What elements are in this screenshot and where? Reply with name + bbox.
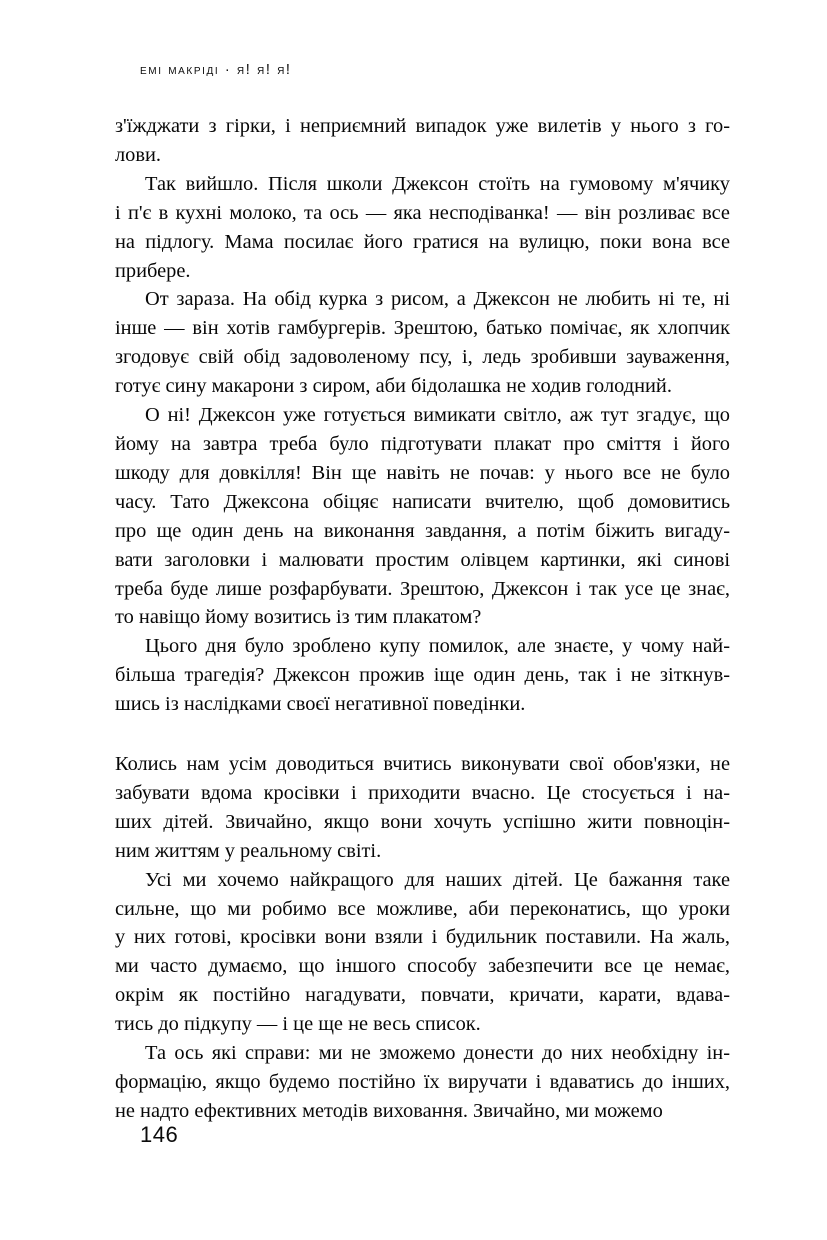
page-number: 146 [140, 1122, 179, 1147]
text-line: Цього дня було зроблено купу помилок, але знаєте, у чому най- [145, 635, 730, 658]
text-line: готує сину макарони з сиром, аби бідолашка не ходив голодний. [115, 375, 672, 398]
text-line: формацію, якщо будемо постійно їх виручати і вдаватись до інших, [115, 1071, 730, 1093]
text-line: часу. Тато Джексона обіцяє написати вчителю, щоб домовитись [115, 490, 730, 513]
text-line: Так вийшло. Після школи Джексон стоїть на гумовому м'ячику [145, 172, 730, 195]
text-line: От зараза. На обід курка з рисом, а Джексон не любить ні те, ні [145, 288, 730, 311]
text-line: прибере. [115, 259, 191, 282]
text-line: ним життям у реальному світі. [115, 839, 382, 862]
text-line: сильне, що ми робимо все можливе, аби переконатись, що уроки [115, 897, 730, 920]
running-head: емі макріді · я! я! я! [140, 62, 292, 78]
text-line: на підлогу. Мама посилає його гратися на вулицю, поки вона все [115, 230, 730, 253]
text-line: то навіщо йому возитись із тим плакатом? [115, 606, 482, 629]
text-line: не надто ефективних методів виховання. Звичайно, ми можемо [115, 1099, 663, 1122]
text-line: тись до підкупу — і це ще не весь список. [115, 1013, 481, 1036]
text-line: шкоду для довкілля! Він ще навіть не почав: у нього все не було [115, 461, 730, 484]
text-line: з'їжджати з гірки, і неприємний випадок уже вилетів у нього з го- [115, 115, 730, 137]
text-line: Та ось які справи: ми не зможемо донести до них необхідну ін- [145, 1042, 730, 1065]
text-line: у них готові, кросівки вони взяли і будильник поставили. На жаль, [115, 926, 730, 949]
paragraph [115, 112, 730, 170]
paragraph [115, 285, 730, 401]
text-line: лови. [115, 143, 162, 166]
text-line: забувати вдома кросівки і приходити вчасно. Це стосується і на- [115, 781, 730, 804]
paragraph [115, 1039, 730, 1126]
text-line: треба буде лише розфарбувати. Зрештою, Джексон і так усе це знає, [115, 577, 730, 600]
text-line: О ні! Джексон уже готується вимикати світло, аж тут згадує, що [145, 404, 730, 427]
text-line: ми часто думаємо, що іншого способу забезпечити все це немає, [115, 955, 730, 978]
paragraph [115, 866, 730, 1039]
text-line: згодовує свій обід задоволеному псу, і, ледь зробивши зауваження, [115, 346, 730, 369]
text-line: шись із наслідками своєї негативної поведінки. [115, 693, 526, 716]
paragraph [115, 750, 730, 866]
text-line: більша трагедія? Джексон прожив іще один день, так і не зіткнув- [115, 664, 730, 687]
section-break [115, 719, 730, 750]
text-line: Колись нам усім доводиться вчитись виконувати свої обов'язки, не [115, 753, 730, 776]
text-line: Усі ми хочемо найкращого для наших дітей. Це бажання таке [145, 868, 730, 891]
paragraph [115, 401, 730, 632]
text-line: про ще один день на виконання завдання, а потім біжить вигаду- [115, 519, 730, 542]
text-line: окрім як постійно нагадувати, повчати, кричати, карати, вдава- [115, 984, 730, 1007]
text-line: інше — він хотів гамбургерів. Зрештою, батько помічає, як хлопчик [115, 317, 730, 340]
text-line: і п'є в кухні молоко, та ось — яка несподіванка! — він розливає все [115, 201, 730, 224]
body-text-column [115, 112, 730, 1126]
text-line: йому на завтра треба було підготувати плакат про сміття і його [115, 432, 730, 455]
paragraph [115, 632, 730, 719]
text-line: вати заголовки і малювати простим олівцем картинки, які синові [115, 548, 730, 571]
paragraph [115, 170, 730, 286]
text-line: ших дітей. Звичайно, якщо вони хочуть успішно жити повноцін- [115, 810, 730, 833]
